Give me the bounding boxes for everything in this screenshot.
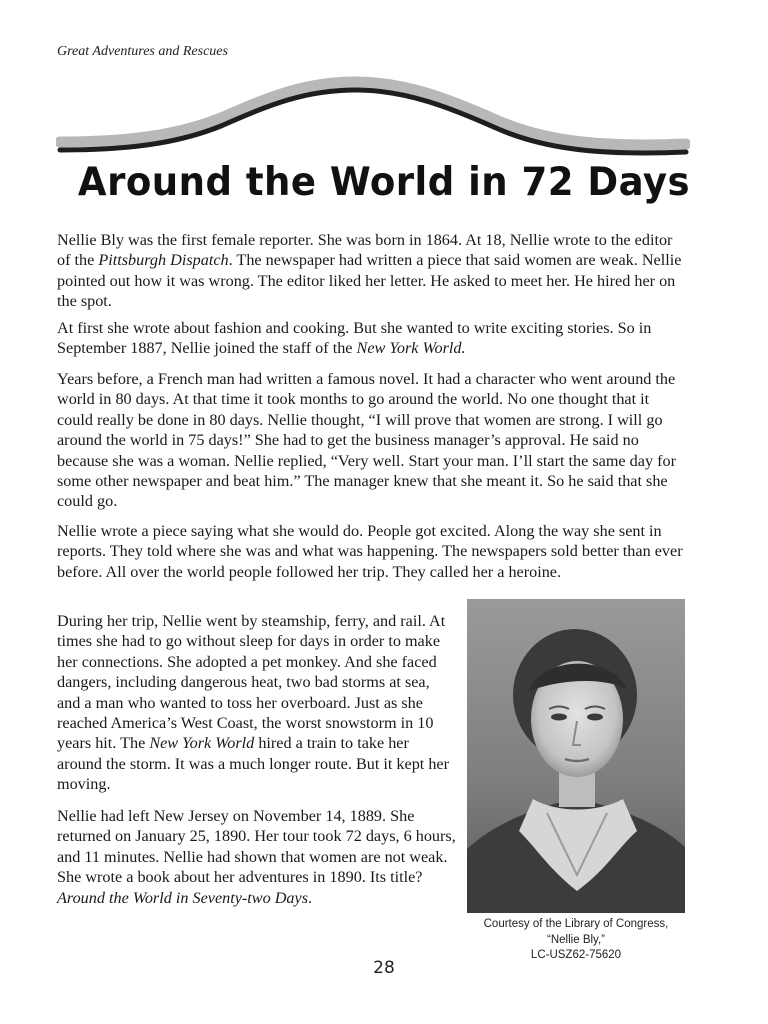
paragraph-1 [57,230,685,312]
portrait-photo [467,599,685,913]
credit-line-2: “Nellie Bly,” [547,933,605,946]
paragraph-4 [57,521,685,582]
paragraph-text: Nellie Bly was the first female reporter. She was born in 1864. At 18, Nellie wrote to the editor of the [57,231,673,270]
page-title: Around the World in 72 Days [77,160,691,205]
italic-title-text: Pittsburgh Dispatch [98,251,229,270]
paragraph-text: At first she wrote about fashion and cooking. But she wanted to write exciting stories. So in September 1887, Nellie joined the staff of the [57,319,652,358]
credit-line-1: Courtesy of the Library of Congress, [483,918,669,930]
paragraph-text: Years before, a French man had written a famous novel. It had a character who went around the world in 80 days. At that time it took months to go around the world. No one thought that it could really be done in 80 days. Nellie thought, “I will prove that women are strong. I will go around the world in 75 days!” She had to get the business manager’s approval. He said no because she was a woman. Nellie replied, “Very well. Start your man. I’ll start the same day for some other newspaper and beat him.” The manager knew that she meant it. So he said that she could go. [57,370,676,511]
paragraph-text: Nellie had left New Jersey on November 14, 1889. She returned on January 25, 1890. Her tour took 72 days, 6 hours, and 11 minutes. Nellie had shown that women are not weak. She wrote a book about her adventures in 1890. Its title? [57,807,456,887]
paragraph-text: During her trip, Nellie went by steamship, ferry, and rail. At times she had to go without sleep for days in order to make her connections. She adopted a pet monkey. And she faced dangers, including dangerous heat, two bad storms at sea, and a man who wanted to toss her overboard. Just as she reached America’s West Coast, the worst snowstorm in 10 years hit. The [57,612,446,753]
photo-credit [462,917,690,964]
paragraph-2 [57,318,685,359]
paragraph-text: . The newspaper had written a piece that said women are weak. Nellie pointed out how it was wrong. The editor liked her letter. He asked to meet her. He hired her on the spot. [57,251,682,311]
italic-title-text: New York World. [356,339,466,358]
italic-title-text: New York World [149,734,255,753]
paragraph-text: Nellie wrote a piece saying what she would do. People got excited. Along the way she sent in reports. They told where she was and what was happening. The newspapers sold better than ever before. All over the world people followed her trip. They called her a heroine. [57,522,683,581]
italic-title-text: Around the World in Seventy-two Days [57,888,309,907]
decorative-wave [56,70,690,165]
credit-line-3: LC-USZ62-75620 [530,949,622,961]
page-number: 28 [373,958,395,978]
paragraph-text: hired a train to take her around the storm. It was a much longer route. But it kept her moving. [57,734,450,794]
paragraph-text: . [308,888,313,907]
paragraph-6 [57,806,457,908]
running-head: Great Adventures and Rescues [57,44,228,59]
paragraph-5 [57,611,457,795]
paragraph-3 [57,369,685,512]
